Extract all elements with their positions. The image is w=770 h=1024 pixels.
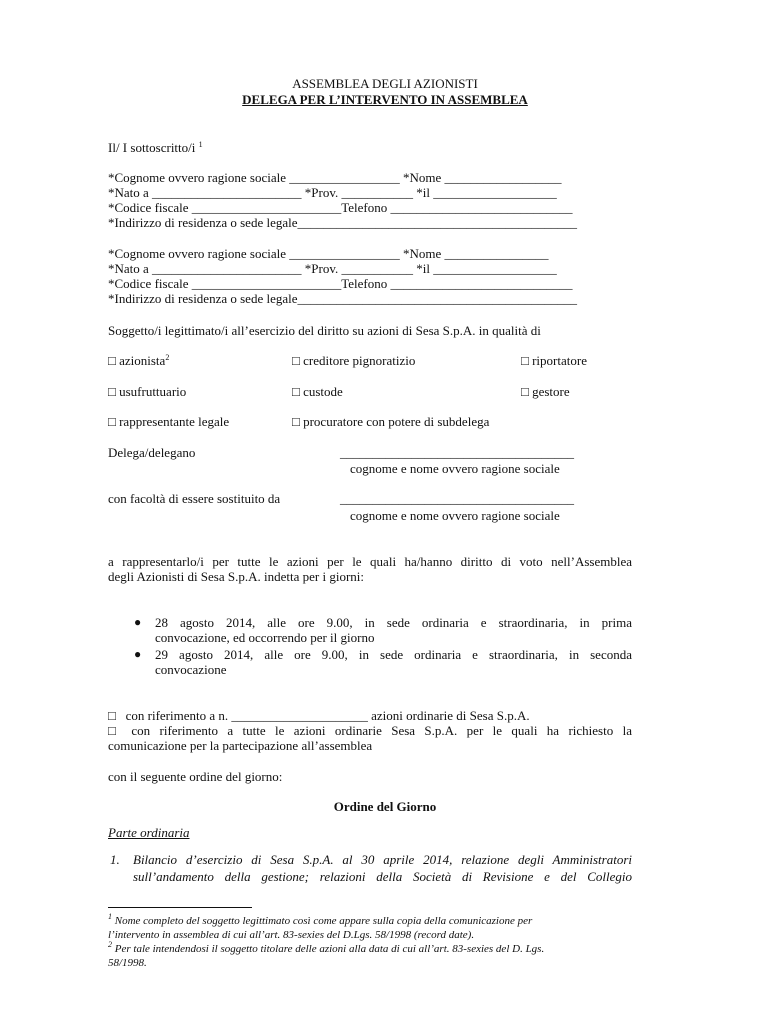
person1-birth-field[interactable]: *Nato a _______________________ *Prov. ___________ *il ___________________: [108, 185, 557, 200]
doc-title: ASSEMBLEA DEGLI AZIONISTI: [292, 76, 478, 91]
represent-text-line1: a rappresentarlo/i per tutte le azioni per le quali ha/hanno diritto di voto nell’Assemblea: [108, 554, 632, 569]
doc-subtitle: DELEGA PER L’INTERVENTO IN ASSEMBLEA: [242, 92, 528, 107]
shares-option2-checkbox[interactable]: □ con riferimento a tutte le azioni ordinarie Sesa S.p.A. per le quali ha richiesto la: [108, 723, 632, 738]
person2-birth-field[interactable]: *Nato a _______________________ *Prov. ___________ *il ___________________: [108, 261, 557, 276]
date1-line2: convocazione, ed occorrendo per il giorno: [155, 630, 375, 645]
footnote-2-line1: $^2$ Per tale intendendosi il soggetto titolare delle azioni alla data di cui all’art. 83-sexies del D. Lgs.: [108, 940, 545, 955]
date2-line2: convocazione: [155, 662, 227, 677]
sostituto-name-field[interactable]: ____________________________________: [340, 491, 574, 506]
person2-address-field[interactable]: *Indirizzo di residenza o sede legale___________________________________________: [108, 291, 577, 306]
person2-surname-name-field[interactable]: *Cognome ovvero ragione sociale _________________ *Nome ________________: [108, 246, 549, 261]
date1-line1: 28 agosto 2014, alle ore 9.00, in sede ordinaria e straordinaria, in prima: [155, 615, 632, 630]
represent-text-line2: degli Azionisti di Sesa S.p.A. indetta per i giorni:: [108, 569, 365, 584]
person1-fiscal-phone-field[interactable]: *Codice fiscale _______________________Telefono ____________________________: [108, 200, 573, 215]
bullet-icon: ●: [134, 647, 142, 661]
sostituto-label: con facoltà di essere sostituito da: [108, 491, 281, 506]
bullet-icon: ●: [134, 615, 142, 629]
option-rappresentante-checkbox[interactable]: □ rappresentante legale: [108, 414, 230, 429]
delega-label: Delega/delegano: [108, 445, 196, 460]
option-riportatore-checkbox[interactable]: □ riportatore: [521, 353, 587, 368]
option-creditore-checkbox[interactable]: □ creditore pignoratizio: [292, 353, 416, 368]
capacity-text: Soggetto/i legittimato/i all’esercizio del diritto su azioni di Sesa S.p.A. in qualità di: [108, 323, 541, 338]
shares-option1-checkbox[interactable]: □ con riferimento a n. _____________________ azioni ordinarie di Sesa S.p.A.: [108, 708, 530, 723]
option-custode-checkbox[interactable]: □ custode: [292, 384, 343, 399]
option-azionista-checkbox[interactable]: □ azionista$^2$: [108, 353, 170, 368]
date2-line1: 29 agosto 2014, alle ore 9.00, in sede ordinaria e straordinaria, in seconda: [155, 647, 632, 662]
delega-caption: cognome e nome ovvero ragione sociale: [350, 461, 560, 476]
footnote-1-line1: $^1$ Nome completo del soggetto legittimato così come appare sulla copia della comunicazione per: [108, 912, 533, 927]
item1-line2: sull’andamento della gestione; relazioni della Società di Revisione e del Collegio: [133, 869, 632, 884]
option-gestore-checkbox[interactable]: □ gestore: [521, 384, 570, 399]
footnote-2-line2: 58/1998.: [108, 957, 147, 969]
person2-fiscal-phone-field[interactable]: *Codice fiscale _______________________Telefono ____________________________: [108, 276, 573, 291]
footnote-ref-1: 1: [198, 140, 203, 149]
person1-address-field[interactable]: *Indirizzo di residenza o sede legale___________________________________________: [108, 215, 577, 230]
item1-line1: Bilancio d’esercizio di Sesa S.p.A. al 30 aprile 2014, relazione degli Amministratori: [133, 852, 632, 867]
footnote-divider: [108, 907, 252, 908]
footnote-1-line2: l’intervento in assemblea di cui all’art. 83-sexies del D.Lgs. 58/1998 (record date).: [108, 929, 475, 941]
intro-label: Il/ I sottoscritto/i $^1$: [108, 140, 203, 155]
item1-number: 1.: [110, 852, 120, 867]
footnote-ref-2: 2: [165, 353, 170, 362]
agenda-title: Ordine del Giorno: [333, 799, 437, 814]
option-procuratore-checkbox[interactable]: □ procuratore con potere di subdelega: [292, 414, 490, 429]
agenda-intro: con il seguente ordine del giorno:: [108, 769, 283, 784]
option-usufruttuario-checkbox[interactable]: □ usufruttuario: [108, 384, 187, 399]
person1-surname-name-field[interactable]: *Cognome ovvero ragione sociale _________________ *Nome __________________: [108, 170, 562, 185]
delega-name-field[interactable]: ____________________________________: [340, 445, 574, 460]
parte-ordinaria-heading: Parte ordinaria: [108, 825, 190, 840]
sostituto-caption: cognome e nome ovvero ragione sociale: [350, 508, 560, 523]
shares-option2-line2: comunicazione per la partecipazione all’assemblea: [108, 738, 373, 753]
